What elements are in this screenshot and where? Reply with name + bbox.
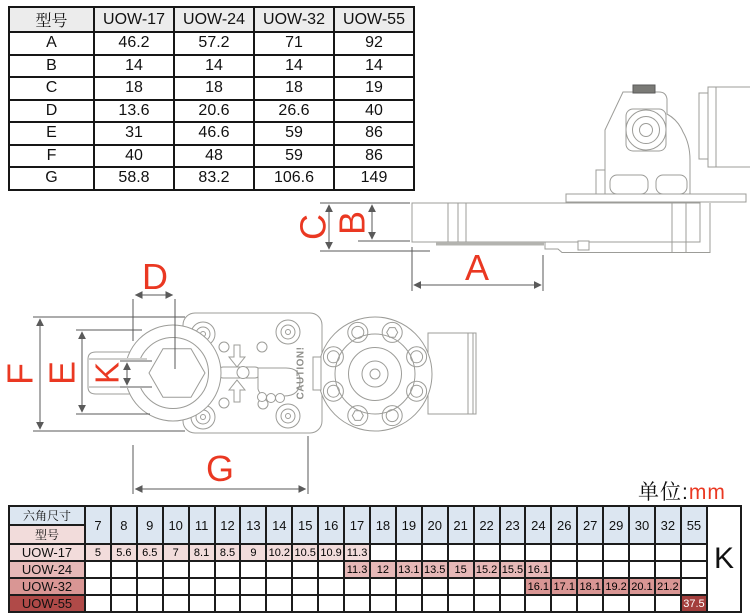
hex-value-cell [500,595,526,612]
hex-value-cell: 21.2 [655,578,681,595]
hex-value-cell: 5 [85,544,111,561]
hex-value-cell [500,544,526,561]
hex-model-label: UOW-24 [9,561,85,578]
hex-size-header: 15 [292,506,318,544]
hex-value-cell [85,595,111,612]
hex-value-cell [266,578,292,595]
hex-size-header: 55 [681,506,707,544]
hex-value-cell [111,595,137,612]
hex-value-cell: 8.5 [215,544,241,561]
hex-size-header: 26 [551,506,577,544]
dim-col-header: UOW-17 [94,7,174,32]
gear-housing [313,317,432,431]
hex-value-cell [551,544,577,561]
dim-value-cell: 57.2 [174,32,254,55]
hex-value-cell: 15 [448,561,474,578]
dim-value-cell: 14 [334,55,414,78]
hex-value-cell [396,595,422,612]
hex-model-label: UOW-17 [9,544,85,561]
hex-value-cell: 10.5 [292,544,318,561]
hex-value-cell: 20.1 [629,578,655,595]
hex-header-row-1 [9,506,741,525]
hex-size-header: 11 [189,506,215,544]
dim-value-cell: 20.6 [174,100,254,123]
hex-value-cell: 17.1 [551,578,577,595]
hex-value-cell: 8.1 [189,544,215,561]
dim-row [9,122,414,145]
hex-value-cell: 10.2 [266,544,292,561]
hex-value-cell [344,578,370,595]
hex-value-cell: 37.5 [681,595,707,612]
hex-value-cell [137,561,163,578]
hex-value-cell [396,544,422,561]
dim-row [9,145,414,168]
hex-value-cell: 9 [240,544,266,561]
hex-value-cell: 5.6 [111,544,137,561]
hex-value-cell [422,578,448,595]
dim-row-label: C [9,77,94,100]
hex-model-label: UOW-55 [9,595,85,612]
hex-value-cell [474,595,500,612]
hex-value-cell: 11.3 [344,544,370,561]
hex-value-cell: 15.5 [500,561,526,578]
dim-row-label: D [9,100,94,123]
hex-value-cell [318,595,344,612]
dim-header-row [9,7,414,32]
hex-size-header: 23 [500,506,526,544]
dim-row-label: E [9,122,94,145]
hex-value-cell [448,595,474,612]
hex-value-cell [111,578,137,595]
hex-value-cell [474,544,500,561]
hex-size-header: 22 [474,506,500,544]
hex-value-cell: 12 [370,561,396,578]
hex-value-cell: 13.1 [396,561,422,578]
hex-size-header: 16 [318,506,344,544]
dim-row [9,100,414,123]
hex-model-row [9,561,741,578]
hex-value-cell [422,544,448,561]
dim-row [9,55,414,78]
dim-col-header: UOW-24 [174,7,254,32]
unit-note [638,476,726,506]
hex-value-cell [525,544,551,561]
dim-col-header: UOW-55 [334,7,414,32]
hex-value-cell [292,595,318,612]
hex-value-cell [603,595,629,612]
dim-value-cell: 92 [334,32,414,55]
dim-col-header: UOW-32 [254,7,334,32]
hex-value-cell [603,561,629,578]
hex-value-cell [215,561,241,578]
dim-value-cell: 86 [334,145,414,168]
hex-value-cell [85,561,111,578]
hex-value-cell [655,544,681,561]
hex-value-cell [500,578,526,595]
hex-value-cell [137,578,163,595]
hex-value-cell [85,578,111,595]
dim-value-cell: 13.6 [94,100,174,123]
hex-model-row [9,544,741,561]
dim-label-f: F [0,363,41,385]
hex-size-header: 8 [111,506,137,544]
dim-value-cell: 71 [254,32,334,55]
dim-value-cell: 14 [94,55,174,78]
hex-value-cell [266,561,292,578]
hex-value-cell [266,595,292,612]
hex-value-cell [189,595,215,612]
dim-label-g: G [205,448,235,489]
dim-value-cell: 18 [254,77,334,100]
dim-value-cell: 18 [174,77,254,100]
hex-value-cell [551,595,577,612]
hex-size-header: 29 [603,506,629,544]
side-view-drawing [412,85,750,253]
hex-value-cell [240,578,266,595]
caution-text: CAUTION! [295,346,307,400]
dim-value-cell: 86 [334,122,414,145]
hex-value-cell [370,544,396,561]
hex-value-cell [577,595,603,612]
hex-value-cell [681,561,707,578]
hex-model-row [9,578,741,595]
hex-size-header: 9 [137,506,163,544]
hex-value-cell [318,561,344,578]
hex-corner-bottom: 型号 [9,525,85,544]
hex-value-cell: 10.9 [318,544,344,561]
hex-size-header: 27 [577,506,603,544]
hex-value-cell [603,544,629,561]
dim-label-c: C [292,214,334,240]
hex-value-cell [318,578,344,595]
hex-value-cell [163,578,189,595]
dim-label-d: D [142,256,168,297]
hex-value-cell [292,578,318,595]
hex-value-cell [681,544,707,561]
hex-corner-top: 六角尺寸 [9,506,85,525]
hex-size-header: 12 [215,506,241,544]
hex-value-cell [448,578,474,595]
dim-row-label: B [9,55,94,78]
hex-value-cell [655,595,681,612]
hex-value-cell [681,578,707,595]
dim-label-b: B [331,210,373,236]
dim-value-cell: 59 [254,145,334,168]
hex-size-header: 24 [525,506,551,544]
hex-value-cell [215,578,241,595]
dim-label-a: A [464,247,490,288]
hex-value-cell [629,561,655,578]
hex-value-cell: 7 [163,544,189,561]
hex-value-cell: 6.5 [137,544,163,561]
hex-value-cell [292,561,318,578]
hex-value-cell [240,595,266,612]
hex-model-label: UOW-32 [9,578,85,595]
hex-size-header: 18 [370,506,396,544]
hex-value-cell: 13.5 [422,561,448,578]
dim-value-cell: 58.8 [94,167,174,190]
hex-model-row [9,595,741,612]
hex-value-cell [551,561,577,578]
dim-value-cell: 149 [334,167,414,190]
hex-value-cell [422,595,448,612]
hex-size-header: 21 [448,506,474,544]
dim-value-cell: 83.2 [174,167,254,190]
dim-value-cell: 46.2 [94,32,174,55]
hex-size-header: 13 [240,506,266,544]
dim-value-cell: 14 [174,55,254,78]
dim-value-cell: 14 [254,55,334,78]
dim-label-e: E [41,360,83,386]
hex-value-cell [163,561,189,578]
dim-value-cell: 18 [94,77,174,100]
top-view-drawing [80,313,476,433]
hex-value-cell [344,595,370,612]
hex-value-cell: 16.1 [525,578,551,595]
hex-value-cell [448,544,474,561]
dim-row-label: A [9,32,94,55]
hex-value-cell [577,561,603,578]
hex-size-header: 14 [266,506,292,544]
unit-prefix: 单位: [638,481,689,504]
hex-size-header: 30 [629,506,655,544]
dim-row [9,32,414,55]
dim-table [8,6,415,191]
dim-row [9,77,414,100]
hex-value-cell: 15.2 [474,561,500,578]
dim-value-cell: 48 [174,145,254,168]
hex-value-cell: 16.1 [525,561,551,578]
hex-size-header: 19 [396,506,422,544]
hex-value-cell [396,578,422,595]
hex-value-cell [215,595,241,612]
dim-row [9,167,414,190]
hex-k-cell: K [707,506,741,612]
hex-value-cell [137,595,163,612]
dim-value-cell: 26.6 [254,100,334,123]
hex-size-header: 17 [344,506,370,544]
unit-value: mm [688,481,726,504]
hex-value-cell: 11.3 [344,561,370,578]
dim-value-cell: 19 [334,77,414,100]
hex-value-cell [629,544,655,561]
hex-value-cell [240,561,266,578]
hex-size-header: 32 [655,506,681,544]
dim-value-cell: 31 [94,122,174,145]
hex-value-cell [370,578,396,595]
hex-value-cell: 19.2 [603,578,629,595]
dim-value-cell: 46.6 [174,122,254,145]
hex-size-header: 10 [163,506,189,544]
hex-value-cell [525,595,551,612]
dim-value-cell: 106.6 [254,167,334,190]
hex-value-cell [111,561,137,578]
dim-row-label: F [9,145,94,168]
hex-value-cell [655,561,681,578]
hex-value-cell [163,595,189,612]
dim-row-label: G [9,167,94,190]
hex-value-cell [474,578,500,595]
hex-table [8,505,742,613]
hex-size-header: 20 [422,506,448,544]
dim-value-cell: 59 [254,122,334,145]
dim-corner-header: 型号 [9,7,94,32]
hex-size-header: 7 [85,506,111,544]
dim-value-cell: 40 [94,145,174,168]
hex-value-cell [189,578,215,595]
hex-value-cell [370,595,396,612]
hex-value-cell [577,544,603,561]
hex-value-cell [629,595,655,612]
hex-value-cell: 18.1 [577,578,603,595]
dim-label-k: K [88,361,126,385]
dim-value-cell: 40 [334,100,414,123]
hex-value-cell [189,561,215,578]
